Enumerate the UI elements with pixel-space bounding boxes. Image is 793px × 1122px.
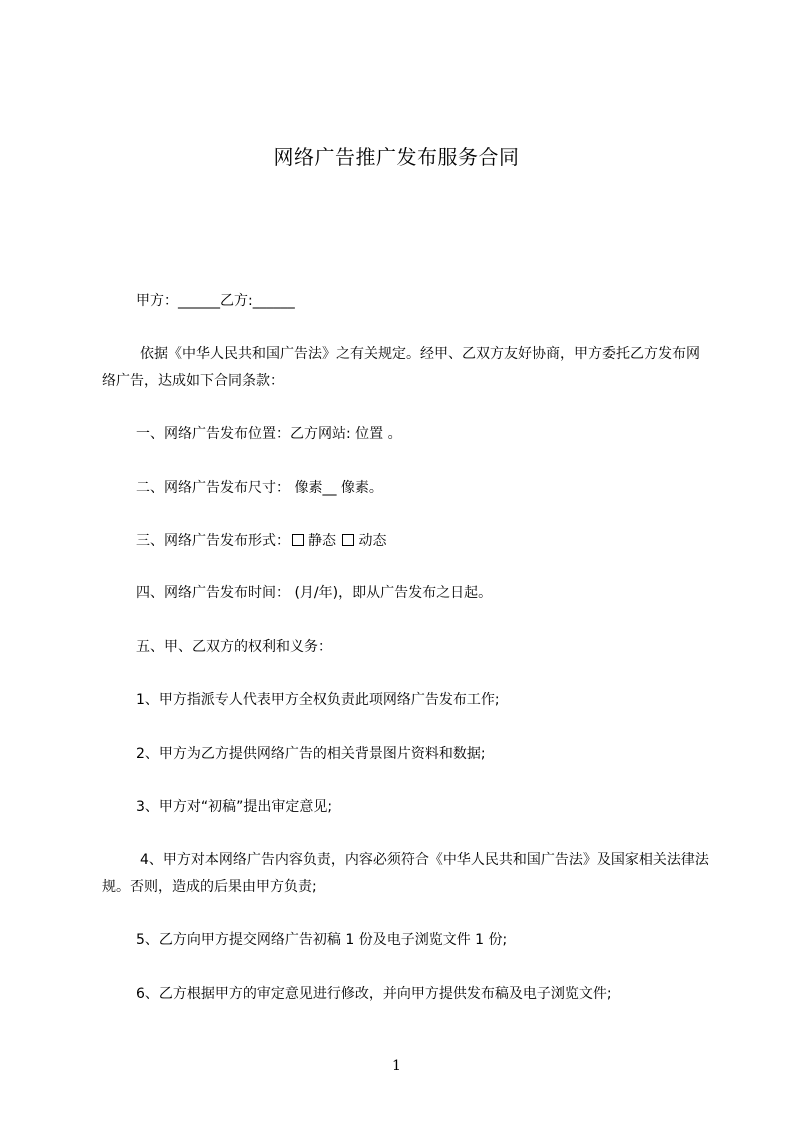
dynamic-checkbox[interactable] <box>342 534 354 546</box>
static-checkbox[interactable] <box>292 534 304 546</box>
clause-3 <box>136 531 386 551</box>
static-label: 静态 <box>308 533 336 549</box>
clause-5: 五、甲、乙双方的权利和义务： <box>136 639 332 655</box>
item-1: 1、甲方指派专人代表甲方全权负责此项网络广告发布工作; <box>136 692 500 708</box>
clause-2: 二、网络广告发布尺寸： 像素__ 像素。 <box>136 480 383 496</box>
item-2: 2、甲方为乙方提供网络广告的相关背景图片资料和数据; <box>136 746 486 762</box>
item-4: 4、甲方对本网络广告内容负责，内容必须符合《中华人民共和国广告法》及国家相关法律法规。否则，造成的后果由甲方负责; <box>102 852 709 895</box>
clause-4: 四、网络广告发布时间： (月/年)，即从广告发布之日起。 <box>136 585 493 601</box>
item-5: 5、乙方向甲方提交网络广告初稿 1 份及电子浏览文件 1 份; <box>136 932 508 948</box>
document-title: 网络广告推广发布服务合同 <box>273 145 520 169</box>
page-number: 1 <box>392 1058 401 1074</box>
item-6: 6、乙方根据甲方的审定意见进行修改，并向甲方提供发布稿及电子浏览文件; <box>136 986 612 1002</box>
clause-3-label: 三、网络广告发布形式： <box>136 533 290 549</box>
intro-paragraph: 依据《中华人民共和国广告法》之有关规定。经甲、乙双方友好协商，甲方委托乙方发布网络广告，达成如下合同条款： <box>102 346 700 389</box>
item-3: 3、甲方对“初稿”提出审定意见; <box>136 799 333 815</box>
dynamic-label: 动态 <box>358 533 387 549</box>
parties-line: 甲方：______乙方:______ <box>136 293 295 309</box>
clause-1: 一、网络广告发布位置：乙方网站: 位置 。 <box>136 426 402 442</box>
